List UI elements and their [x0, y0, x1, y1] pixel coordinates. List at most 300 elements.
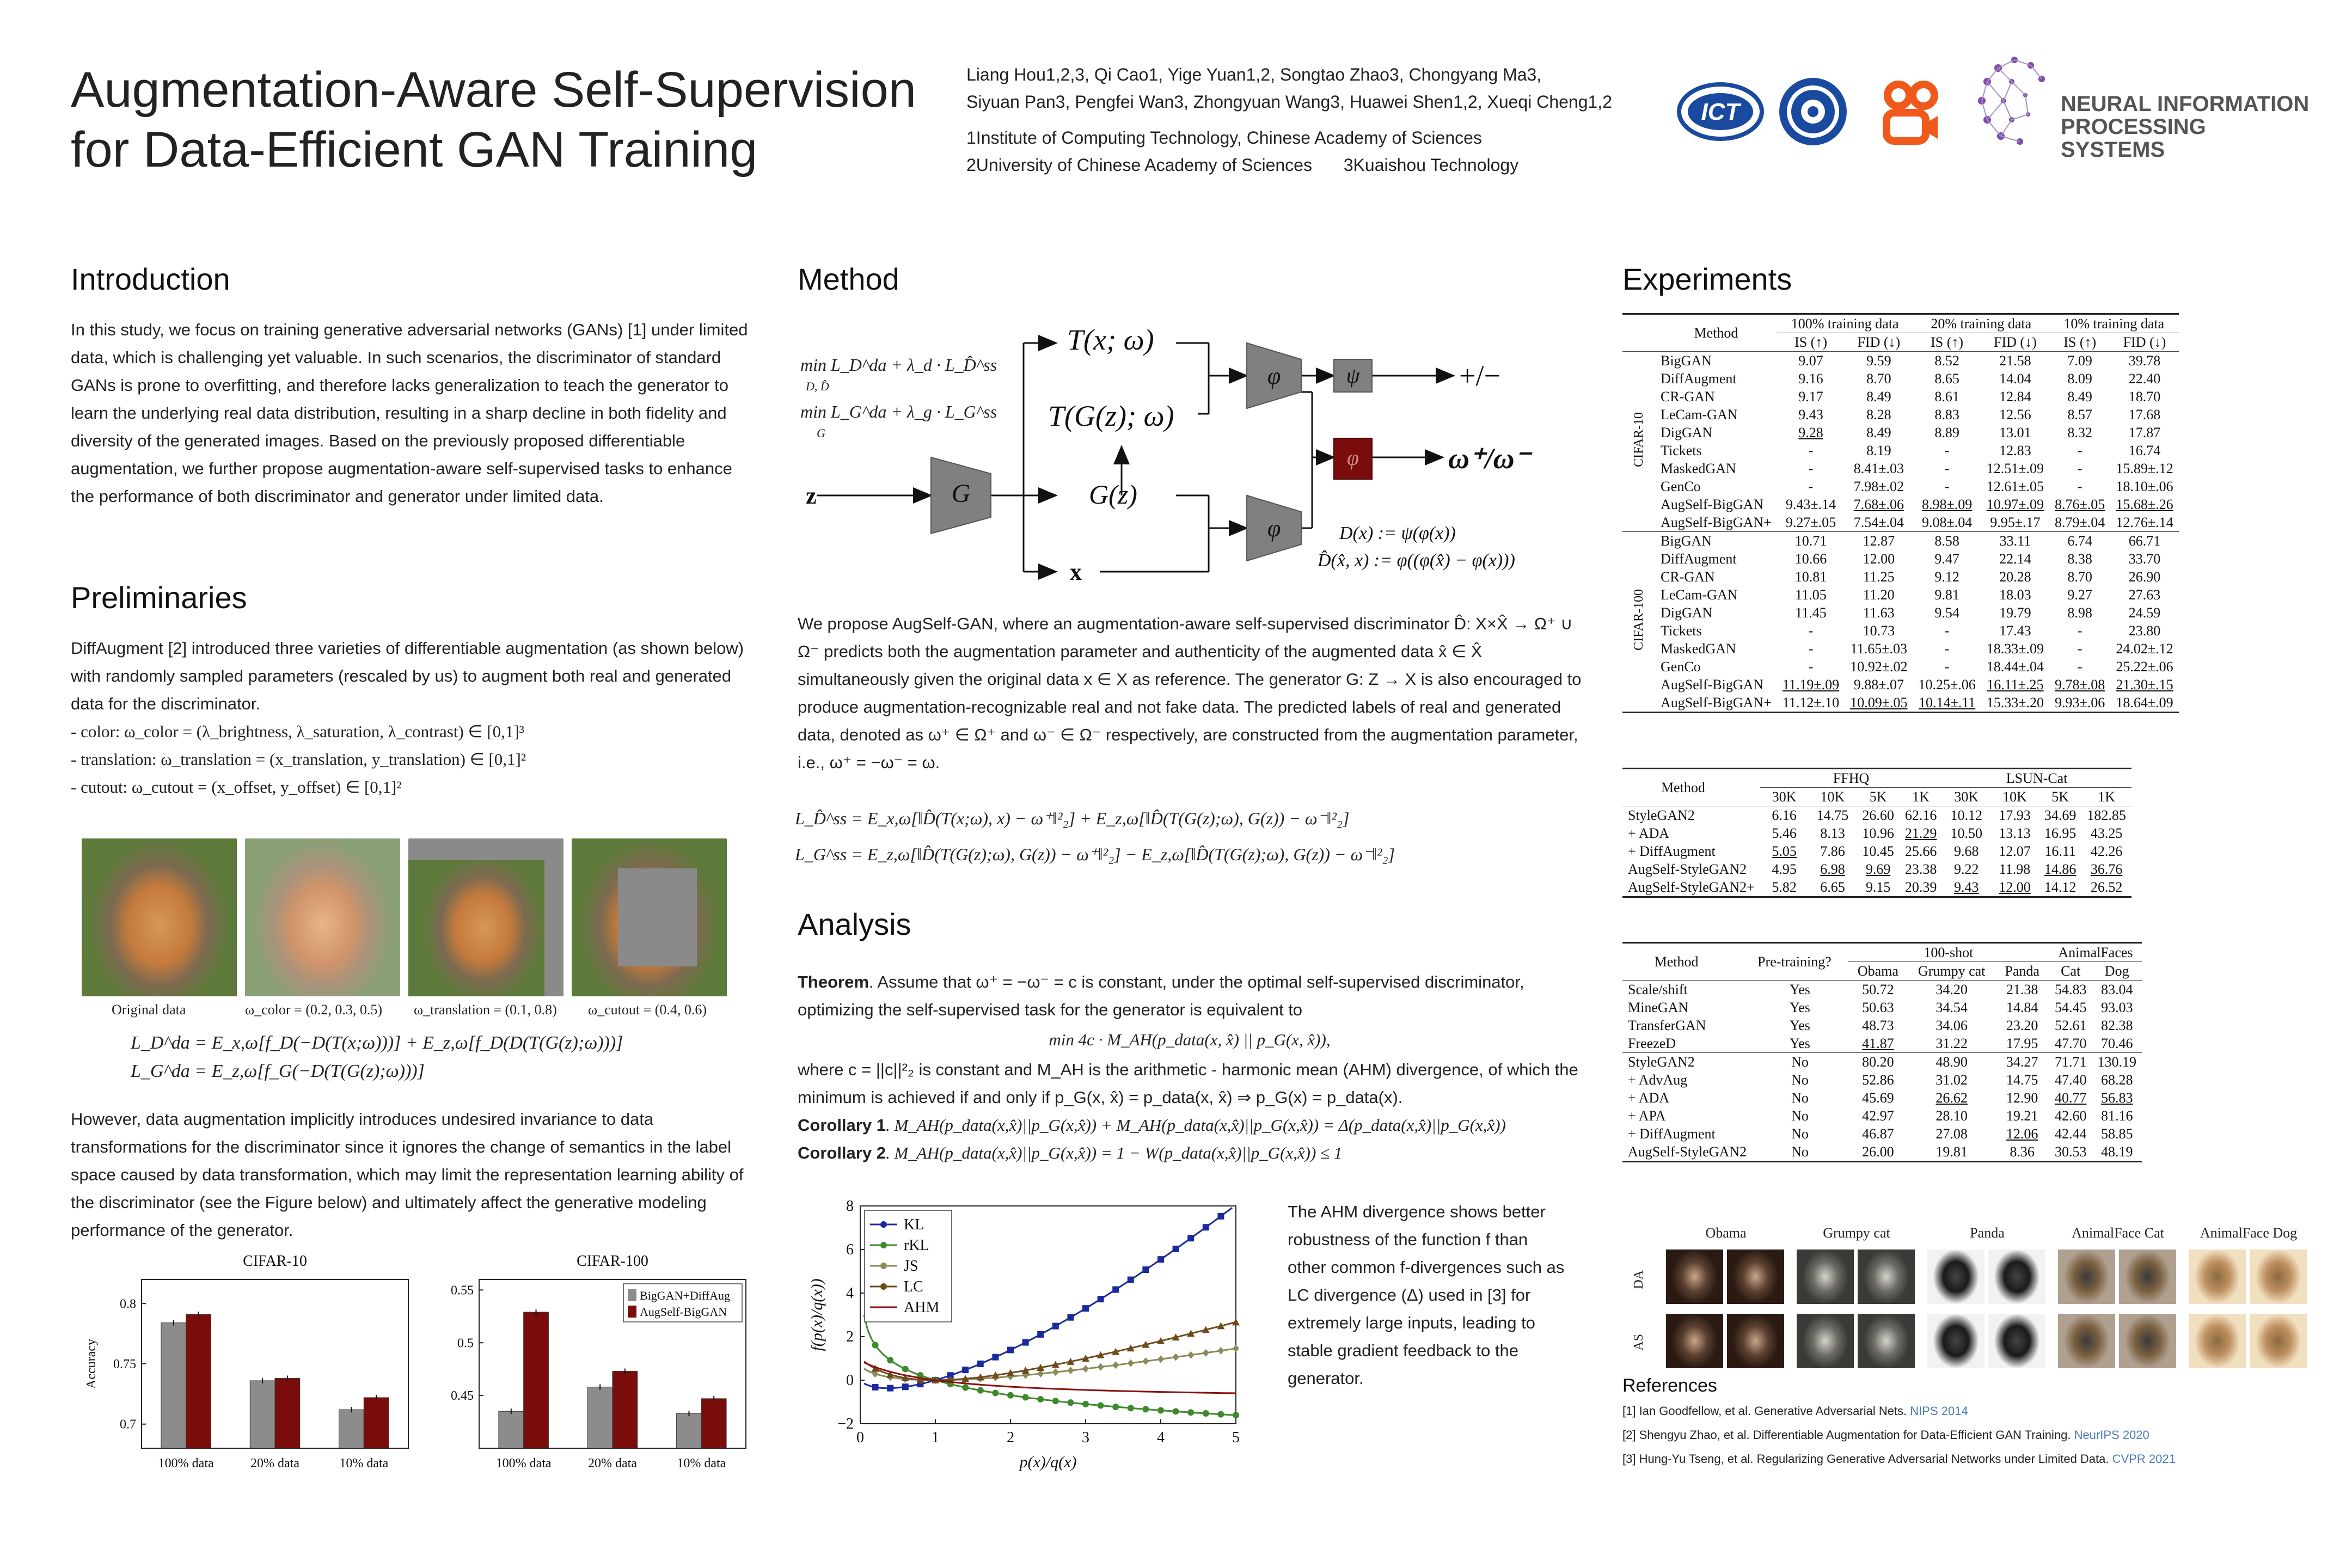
- table-row: [1622, 1089, 2142, 1107]
- value-cell: 130.19: [2097, 1054, 2136, 1070]
- value-cell: 15.89±.12: [2116, 460, 2173, 476]
- value-cell: 24.59: [2128, 604, 2161, 621]
- table-row: [1622, 1053, 2142, 1071]
- data-point-JS: [1142, 1357, 1149, 1365]
- sample-image: [2189, 1314, 2246, 1368]
- generator-label: G: [951, 479, 971, 508]
- value-cell: 14.84: [2006, 999, 2038, 1015]
- t2-sub: 30K: [1772, 788, 1797, 805]
- value-cell: 36.76: [2090, 861, 2123, 877]
- bar: [612, 1371, 638, 1448]
- value-cell: 83.04: [2100, 981, 2133, 997]
- value-cell: 93.03: [2100, 999, 2133, 1015]
- legend-label: AugSelf-BigGAN: [640, 1305, 727, 1319]
- value-cell: 9.17: [1798, 388, 1823, 405]
- references-heading: References: [1622, 1375, 1717, 1396]
- prelim-text: [71, 634, 757, 801]
- authors-line-2: Siyuan Pan3, Pengfei Wan3, Zhongyuan Wang3, Huawei Shen1,2, Xueqi Cheng1,2: [966, 92, 1612, 112]
- method-cell: BigGAN: [1661, 532, 1712, 549]
- value-cell: 5.82: [1772, 879, 1797, 895]
- value-cell: 10.96: [1862, 825, 1894, 841]
- sample-image: [1988, 1314, 2045, 1368]
- cor2-label: Corollary 2: [798, 1143, 886, 1162]
- value-cell: 40.77: [2054, 1089, 2087, 1106]
- intro-heading: Introduction: [71, 262, 230, 296]
- value-cell: 7.86: [1820, 843, 1845, 859]
- legend-marker: [880, 1242, 887, 1248]
- cap-color: ω_color = (0.2, 0.3, 0.5): [245, 1002, 383, 1018]
- ss-losses: [795, 800, 1395, 872]
- value-cell: 8.49: [1866, 388, 1891, 405]
- value-cell: 34.69: [2044, 807, 2077, 823]
- x-axis-label: p(x)/q(x): [1019, 1453, 1077, 1471]
- value-cell: 8.38: [2067, 550, 2092, 567]
- value-cell: 54.45: [2054, 999, 2087, 1015]
- value-cell: 11.45: [1795, 604, 1827, 621]
- method-cell: + DiffAugment: [1628, 843, 1716, 859]
- method-cell: + ADA: [1628, 1089, 1670, 1106]
- cat-original-image: [82, 838, 237, 996]
- cor1-text: . M_AH(p_data(x,x̂)||p_G(x,x̂)) + M_AH(p_data(x,x̂)||p_G(x,x̂)) = Δ(p_data(x,x̂)||p_G(x,x̂)): [885, 1116, 1506, 1135]
- table-row: [1622, 1107, 2142, 1125]
- objective-d-sub: D, D̂: [806, 379, 829, 393]
- data-point-KL: [992, 1354, 999, 1361]
- affil-2: 2University of Chinese Academy of Sciences: [966, 155, 1312, 175]
- method-cell: TransferGAN: [1628, 1017, 1706, 1033]
- sample-image: [1858, 1250, 1915, 1304]
- value-cell: 34.20: [1935, 981, 1968, 997]
- bar: [250, 1381, 275, 1448]
- value-cell: 9.88±.07: [1853, 676, 1904, 693]
- value-cell: 16.11: [2044, 843, 2076, 859]
- value-cell: 34.54: [1935, 999, 1968, 1015]
- value-cell: 11.12±.10: [1782, 694, 1840, 710]
- value-cell: 9.69: [1865, 861, 1891, 877]
- value-cell: 31.22: [1935, 1035, 1968, 1051]
- value-cell: 10.45: [1862, 843, 1894, 859]
- value-cell: 9.54: [1934, 604, 1959, 621]
- method-cell: + DiffAugment: [1628, 1125, 1716, 1142]
- value-cell: 8.09: [2067, 370, 2092, 387]
- value-cell: 9.78±.08: [2055, 676, 2105, 693]
- ffhq-lsun-results-table: [1622, 768, 2132, 898]
- bar: [161, 1323, 186, 1448]
- value-cell: 9.27: [2067, 586, 2092, 603]
- table-row: [1622, 622, 2179, 640]
- prelim-translation: - translation: ω_translation = (x_translation, y_translation) ∈ [0,1]²: [71, 750, 526, 769]
- value-cell: 8.58: [1934, 532, 1959, 549]
- data-point-KL: [1052, 1323, 1059, 1330]
- value-cell: 8.52: [1934, 352, 1959, 369]
- y-tick-label: −2: [837, 1416, 854, 1432]
- t2-sub: 5K: [2051, 788, 2069, 805]
- data-point-JS: [1052, 1368, 1059, 1376]
- table-row: [1622, 842, 2132, 860]
- table-row: [1622, 495, 2179, 513]
- method-cell: MaskedGAN: [1661, 640, 1736, 657]
- varphi-label: φ: [1346, 445, 1359, 470]
- value-cell: 10.50: [1950, 825, 1982, 841]
- where-text: where c = ||c||²₂ is constant and M_AH is the arithmetic - harmonic mean (AHM) divergence, of which the minimum is achieved if and only if p_G(x, x̂) = p_data(x, x̂) ⇒ p_G(x) = p_data(x).: [798, 1060, 1578, 1107]
- y-tick-label: 0.75: [113, 1357, 136, 1371]
- t1-sub: IS (↑): [2063, 334, 2097, 350]
- table-row: [1622, 658, 2179, 676]
- data-point-KL: [1203, 1224, 1209, 1230]
- table-row: [1622, 568, 2179, 586]
- title-line-1: Augmentation-Aware Self-Supervision: [71, 62, 916, 118]
- legend-label: BigGAN+DiffAug: [640, 1289, 730, 1302]
- value-cell: 23.80: [2128, 622, 2161, 639]
- value-cell: 52.61: [2054, 1017, 2087, 1033]
- value-cell: 16.95: [2044, 825, 2077, 841]
- psi-label: ψ: [1346, 363, 1360, 388]
- cat-cutout-image: [572, 838, 727, 996]
- value-cell: 10.14±.11: [1918, 694, 1976, 710]
- value-cell: 11.25: [1863, 568, 1895, 585]
- phi-label-top: φ: [1267, 363, 1281, 389]
- value-cell: 22.40: [2128, 370, 2161, 387]
- legend-label: JS: [904, 1258, 918, 1275]
- data-point-JS: [1128, 1359, 1134, 1367]
- series-line-LC: [864, 1322, 1236, 1380]
- value-cell: 8.70: [2067, 568, 2092, 585]
- fewshot-results-table: [1622, 942, 2142, 1162]
- value-cell: 10.25±.06: [1918, 676, 1976, 693]
- value-cell: 43.25: [2090, 825, 2123, 841]
- x-tick-label: 100% data: [495, 1456, 552, 1471]
- value-cell: 26.60: [1862, 807, 1894, 823]
- method-cell: MineGAN: [1628, 999, 1689, 1015]
- value-cell: 39.78: [2128, 352, 2161, 369]
- objective-d: min L_D^da + λ_d · L_D̂^ss: [800, 355, 997, 375]
- data-point-JS: [1037, 1370, 1044, 1377]
- value-cell: 24.02±.12: [2116, 640, 2173, 657]
- value-cell: 68.28: [2100, 1071, 2133, 1088]
- value-cell: 8.13: [1820, 825, 1845, 841]
- t2-sub: 1K: [1912, 788, 1930, 805]
- table-row: [1622, 1016, 2142, 1034]
- method-cell: MaskedGAN: [1661, 460, 1736, 476]
- value-cell: 11.65±.03: [1850, 640, 1907, 657]
- title-line-2: for Data-Efficient GAN Training: [71, 122, 758, 177]
- table-row: [1622, 1125, 2142, 1143]
- value-cell: 8.32: [2067, 424, 2092, 440]
- value-cell: 21.30±.15: [2116, 676, 2173, 693]
- method-cell: BigGAN: [1661, 352, 1712, 369]
- f-divergence-chart: [800, 1192, 1269, 1475]
- table-row: [1622, 1143, 2142, 1162]
- value-cell: 12.06: [2006, 1125, 2038, 1142]
- data-point-rKL: [1112, 1404, 1119, 1410]
- data-point-KL: [1007, 1347, 1014, 1353]
- value-cell: 41.87: [1862, 1035, 1894, 1051]
- table-row: [1622, 694, 2179, 713]
- data-point-KL: [1022, 1339, 1029, 1346]
- value-cell: 17.43: [1999, 622, 2031, 639]
- value-cell: 12.84: [1999, 388, 2031, 405]
- theorem-label: Theorem: [798, 972, 869, 991]
- value-cell: 9.95±.17: [1990, 514, 2041, 530]
- data-point-KL: [1173, 1246, 1179, 1252]
- loss-g-ss: L_G^ss = E_z,ω[‖D̂(T(G(z);ω), G(z)) − ω⁺‖²₂] − E_z,ω[‖D̂(T(G(z);ω), G(z)) − ω⁻‖²₂]: [795, 844, 1395, 864]
- data-point-rKL: [1128, 1405, 1134, 1411]
- neurips-logo: [1971, 49, 2310, 162]
- method-cell: AugSelf-BigGAN: [1661, 496, 1764, 512]
- chart-title: CIFAR-100: [577, 1253, 648, 1270]
- method-cell: CR-GAN: [1661, 568, 1715, 585]
- value-cell: 12.90: [2006, 1089, 2038, 1106]
- reference-1: [1] Ian Goodfellow, et al. Generative Adversarial Nets. NIPS 2014: [1622, 1404, 1968, 1418]
- x-tick-label: 20% data: [588, 1456, 637, 1471]
- loss-d-ss: L_D̂^ss = E_x,ω[‖D̂(T(x;ω), x) − ω⁺‖²₂] + E_z,ω[‖D̂(T(G(z);ω), G(z)) − ω⁻‖²₂]: [795, 808, 1350, 828]
- value-cell: -: [1808, 460, 1814, 476]
- value-cell: 5.46: [1772, 825, 1797, 841]
- method-diagram: [795, 310, 1612, 604]
- value-cell: 34.27: [2006, 1054, 2038, 1070]
- cap-cutout: ω_cutout = (0.4, 0.6): [588, 1002, 707, 1018]
- value-cell: 52.86: [1862, 1071, 1894, 1088]
- value-cell: 6.65: [1820, 879, 1845, 895]
- prelim-color: - color: ω_color = (λ_brightness, λ_saturation, λ_contrast) ∈ [0,1]³: [71, 722, 524, 741]
- value-cell: 12.61±.05: [1986, 478, 2044, 494]
- value-cell: 11.98: [1999, 861, 2031, 877]
- method-cell: StyleGAN2: [1628, 1054, 1695, 1070]
- value-cell: 14.75: [2006, 1071, 2038, 1088]
- analysis-text: [798, 968, 1582, 1167]
- bar: [587, 1387, 612, 1448]
- table-row: [1622, 999, 2142, 1016]
- sample-image: [2250, 1250, 2307, 1304]
- value-cell: 10.12: [1950, 807, 1982, 823]
- table-row: [1622, 477, 2179, 495]
- method-cell: AugSelf-BigGAN: [1661, 676, 1764, 693]
- value-cell: -: [1808, 622, 1814, 639]
- value-cell: 33.70: [2128, 550, 2161, 567]
- data-point-KL: [1067, 1314, 1074, 1321]
- value-cell: 27.08: [1935, 1125, 1968, 1142]
- data-point-rKL: [992, 1390, 999, 1396]
- prelim-intro: DiffAugment [2] introduced three varieties of differentiable augmentation (as shown below) with randomly sampled parameters (rescaled by us) to augment both real and generated data for the discriminator.: [71, 639, 744, 713]
- da-losses: [131, 1029, 623, 1086]
- value-cell: 25.66: [1904, 843, 1937, 859]
- sample-image: [1797, 1314, 1854, 1368]
- output-omega: ω⁺/ω⁻: [1448, 442, 1530, 475]
- method-cell: Tickets: [1661, 622, 1702, 639]
- legend-label: rKL: [904, 1237, 929, 1254]
- data-point-LC: [1232, 1318, 1240, 1325]
- data-point-JS: [1112, 1361, 1119, 1369]
- table-row: [1622, 424, 2179, 442]
- value-cell: 14.86: [2044, 861, 2077, 877]
- value-cell: 6.98: [1820, 861, 1845, 877]
- method-cell: AugSelf-StyleGAN2: [1628, 1143, 1747, 1160]
- value-cell: 14.12: [2044, 879, 2077, 895]
- cifar-table: [1622, 313, 2179, 713]
- value-cell: 8.70: [1866, 370, 1891, 387]
- sample-image: [1927, 1314, 1984, 1368]
- value-cell: 11.05: [1795, 586, 1827, 603]
- authors-line-1: Liang Hou1,2,3, Qi Cao1, Yige Yuan1,2, Songtao Zhao3, Chongyang Ma3,: [966, 65, 1542, 84]
- data-point-KL: [1142, 1266, 1149, 1273]
- value-cell: -: [1808, 640, 1814, 657]
- loss-g-da: L_G^da = E_z,ω[f_G(−D(T(G(z);ω)))]: [131, 1061, 425, 1081]
- value-cell: 9.12: [1934, 568, 1959, 585]
- data-point-rKL: [1037, 1396, 1044, 1402]
- bar: [677, 1413, 702, 1448]
- method-cell: DiffAugment: [1661, 370, 1737, 387]
- data-point-JS: [1203, 1349, 1209, 1357]
- bar: [275, 1379, 300, 1448]
- experiments-heading: Experiments: [1622, 262, 1792, 296]
- value-cell: 42.26: [2090, 843, 2123, 859]
- x-tick-label: 4: [1157, 1429, 1165, 1446]
- value-cell: No: [1791, 1089, 1809, 1106]
- sample-column-label: AnimalFace Dog: [2200, 1225, 2298, 1241]
- value-cell: No: [1791, 1125, 1809, 1142]
- value-cell: 56.83: [2100, 1089, 2133, 1106]
- legend-label: AHM: [904, 1299, 940, 1316]
- legend-swatch: [628, 1306, 636, 1318]
- sample-image: [1927, 1250, 1984, 1304]
- sample-image: [2250, 1314, 2307, 1368]
- ucas-seal-icon: [1778, 76, 1848, 147]
- value-cell: 8.76±.05: [2055, 496, 2105, 512]
- table-row: [1622, 640, 2179, 658]
- value-cell: 17.87: [2128, 424, 2161, 440]
- augmentation-captions: [82, 1002, 735, 1021]
- data-point-JS: [1187, 1351, 1194, 1359]
- value-cell: 9.59: [1866, 352, 1891, 369]
- value-cell: 14.75: [1816, 807, 1849, 823]
- value-cell: 8.41±.03: [1853, 460, 1904, 476]
- data-point-KL: [1157, 1256, 1164, 1263]
- method-cell: FreezeD: [1628, 1035, 1676, 1051]
- bar: [524, 1312, 549, 1448]
- method-cell: Scale/shift: [1628, 981, 1688, 997]
- value-cell: 9.28: [1798, 424, 1823, 440]
- value-cell: 8.89: [1934, 424, 1959, 440]
- value-cell: 10.81: [1794, 568, 1827, 585]
- value-cell: 9.47: [1934, 550, 1959, 567]
- table-row: [1622, 388, 2179, 406]
- value-cell: -: [1944, 442, 1950, 458]
- t1-sub: FID (↓): [2123, 334, 2166, 350]
- x-tick-label: 10% data: [339, 1456, 389, 1471]
- t1-group-100: 100% training data: [1777, 314, 1913, 333]
- output-real-fake: +/−: [1459, 359, 1500, 392]
- value-cell: 16.74: [2128, 442, 2161, 458]
- value-cell: 62.16: [1904, 807, 1937, 823]
- affil-3: 3Kuaishou Technology: [1343, 155, 1519, 175]
- table-row: [1622, 1034, 2142, 1053]
- t2-sub: 1K: [2098, 788, 2116, 805]
- y-tick-label: 4: [846, 1285, 854, 1302]
- affiliations: [966, 124, 1518, 179]
- data-point-JS: [1173, 1353, 1179, 1361]
- data-point-rKL: [1007, 1392, 1014, 1399]
- bar: [186, 1314, 211, 1448]
- value-cell: 17.95: [2006, 1035, 2038, 1051]
- sample-column-label: AnimalFace Cat: [2072, 1225, 2164, 1241]
- value-cell: 12.00: [1999, 879, 2031, 895]
- sample-image: [1727, 1250, 1784, 1304]
- value-cell: 28.10: [1935, 1107, 1968, 1124]
- data-point-KL: [902, 1383, 909, 1390]
- data-point-rKL: [902, 1366, 909, 1373]
- method-cell: LeCam-GAN: [1661, 406, 1738, 422]
- value-cell: 8.83: [1934, 406, 1959, 422]
- sample-image: [2119, 1314, 2176, 1368]
- legend-marker: [880, 1221, 887, 1228]
- value-cell: 13.01: [1999, 424, 2031, 440]
- value-cell: 8.79±.04: [2055, 514, 2105, 530]
- data-point-KL: [1082, 1305, 1089, 1312]
- value-cell: 58.85: [2100, 1125, 2133, 1142]
- data-point-rKL: [1022, 1394, 1029, 1401]
- y-axis-label: Accuracy: [84, 1339, 99, 1389]
- value-cell: 17.68: [2128, 406, 2161, 422]
- y-tick-label: 0.8: [120, 1297, 136, 1312]
- x-tick-label: 10% data: [677, 1456, 726, 1471]
- value-cell: 7.54±.04: [1853, 514, 1904, 530]
- value-cell: 9.81: [1934, 586, 1959, 603]
- sample-grid: [1622, 1225, 2308, 1372]
- analysis-heading: Analysis: [798, 907, 911, 941]
- data-point-JS: [1217, 1347, 1224, 1355]
- value-cell: Yes: [1790, 999, 1810, 1015]
- sample-column-label: Obama: [1705, 1225, 1747, 1241]
- t3-group-100shot: 100-shot: [1848, 943, 2049, 962]
- method-cell: DiffAugment: [1661, 550, 1737, 567]
- cifar100-accuracy-chart: [430, 1247, 757, 1486]
- table-row: [1622, 860, 2132, 878]
- value-cell: 42.97: [1862, 1107, 1894, 1124]
- bar: [339, 1410, 364, 1448]
- objective-g: min L_G^da + λ_g · L_G^ss: [800, 402, 997, 421]
- value-cell: -: [1944, 478, 1950, 494]
- x-tick-label: 100% data: [158, 1456, 214, 1471]
- value-cell: 12.56: [1999, 406, 2031, 422]
- legend-label: KL: [904, 1216, 924, 1233]
- data-point-KL: [1037, 1331, 1044, 1338]
- value-cell: 22.14: [1999, 550, 2031, 567]
- t3-group-animalfaces: AnimalFaces: [2049, 943, 2142, 962]
- t3-sub: Grumpy cat: [1918, 963, 1986, 979]
- y-tick-label: 0.55: [451, 1283, 474, 1298]
- value-cell: 8.98: [2067, 604, 2092, 621]
- value-cell: -: [2077, 658, 2082, 675]
- data-point-KL: [1098, 1296, 1104, 1302]
- method-cell: LeCam-GAN: [1661, 586, 1738, 603]
- value-cell: 48.19: [2100, 1143, 2133, 1160]
- data-point-rKL: [1187, 1409, 1194, 1416]
- cor1-label: Corollary 1: [798, 1116, 886, 1135]
- y-tick-label: 0.45: [451, 1389, 474, 1404]
- sample-image: [1988, 1250, 2045, 1304]
- value-cell: 33.11: [1999, 532, 2031, 549]
- data-point-rKL: [1203, 1410, 1209, 1417]
- method-cell: + APA: [1628, 1107, 1666, 1124]
- value-cell: 8.28: [1866, 406, 1891, 422]
- value-cell: 10.71: [1794, 532, 1827, 549]
- ffhq-lsun-table: [1622, 768, 2132, 898]
- method-cell: DigGAN: [1661, 604, 1713, 621]
- method-cell: AugSelf-StyleGAN2+: [1628, 879, 1755, 895]
- t1-group-20: 20% training data: [1913, 314, 2049, 333]
- data-point-KL: [977, 1361, 984, 1367]
- data-point-rKL: [1157, 1407, 1164, 1413]
- value-cell: 10.66: [1794, 550, 1827, 567]
